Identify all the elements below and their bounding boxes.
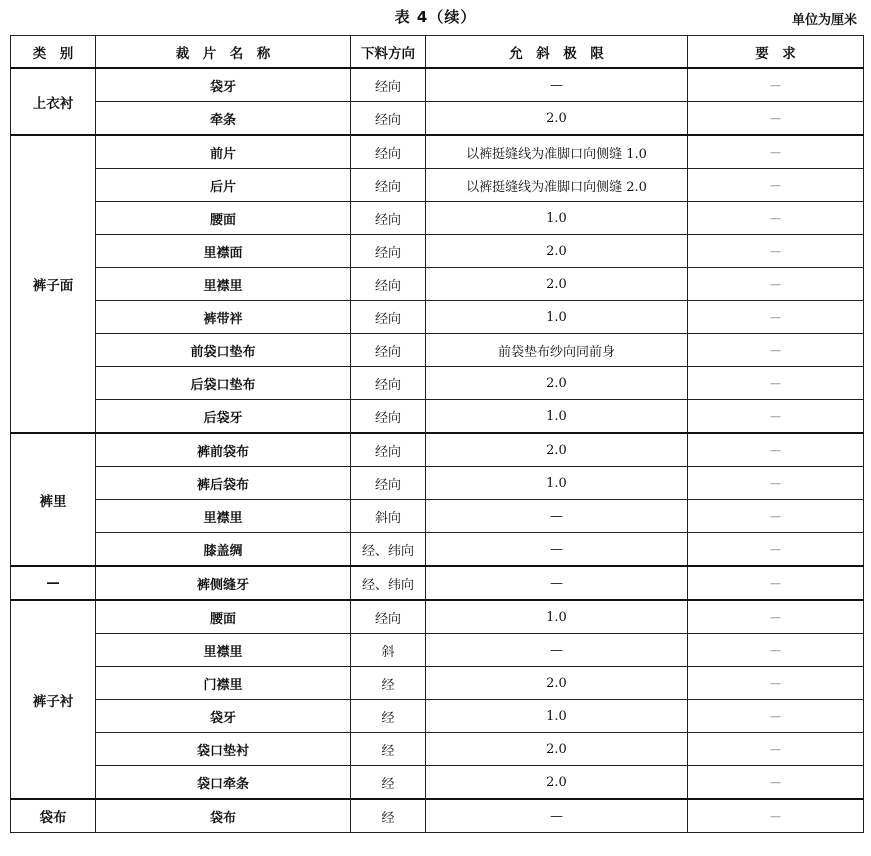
requirement-cell: — [688,600,864,634]
piece-name-cell: 后片 [96,169,351,202]
direction-cell: 经向 [351,268,426,301]
table-row [11,400,864,434]
requirement-cell: — [688,268,864,301]
slant-limit-cell: 2.0 [426,102,688,136]
requirement-cell: — [688,334,864,367]
requirement-cell: — [688,102,864,136]
piece-name-cell: 里襟里 [96,500,351,533]
table-row [11,667,864,700]
piece-name-cell: 腰面 [96,202,351,235]
table-row [11,102,864,136]
slant-limit-cell: 1.0 [426,467,688,500]
table-body [11,68,864,833]
direction-cell: 斜 [351,634,426,667]
requirement-cell: — [688,400,864,434]
requirement-cell: — [688,433,864,467]
table-row [11,600,864,634]
table-row [11,68,864,102]
requirement-cell: — [688,169,864,202]
slant-limit-cell: 2.0 [426,433,688,467]
spec-table [10,35,864,833]
slant-limit-cell: 2.0 [426,367,688,400]
piece-name-cell: 后袋牙 [96,400,351,434]
requirement-cell: — [688,235,864,268]
piece-name-cell: 前袋口垫布 [96,334,351,367]
direction-cell: 经向 [351,433,426,467]
table-row [11,367,864,400]
slant-limit-cell: 2.0 [426,733,688,766]
piece-name-cell: 袋口垫衬 [96,733,351,766]
requirement-cell: — [688,500,864,533]
header-row [11,36,864,69]
table-row [11,766,864,800]
direction-cell: 经向 [351,334,426,367]
slant-limit-cell: 2.0 [426,235,688,268]
table-row [11,566,864,600]
piece-name-cell: 膝盖绸 [96,533,351,567]
slant-limit-cell: — [426,68,688,102]
column-header-slant-limit: 允 斜 极 限 [426,36,688,69]
unit-label: 单位为厘米 [791,13,857,28]
piece-name-cell: 裤带袢 [96,301,351,334]
table-row [11,700,864,733]
piece-name-cell: 袋牙 [96,700,351,733]
piece-name-cell: 前片 [96,135,351,169]
requirement-cell: — [688,733,864,766]
slant-limit-cell: — [426,799,688,833]
direction-cell: 经向 [351,367,426,400]
slant-limit-cell: 1.0 [426,600,688,634]
slant-limit-cell: — [426,500,688,533]
category-cell: — [11,566,96,600]
category-cell: 裤子衬 [11,600,96,799]
requirement-cell: — [688,634,864,667]
table-row [11,634,864,667]
slant-limit-cell: — [426,634,688,667]
table-row [11,301,864,334]
direction-cell: 经向 [351,235,426,268]
category-cell: 裤子面 [11,135,96,433]
category-cell: 上衣衬 [11,68,96,135]
requirement-cell: — [688,799,864,833]
category-cell: 袋布 [11,799,96,833]
slant-limit-cell: — [426,566,688,600]
direction-cell: 经、纬向 [351,566,426,600]
slant-limit-cell: 1.0 [426,400,688,434]
piece-name-cell: 袋布 [96,799,351,833]
piece-name-cell: 牵条 [96,102,351,136]
direction-cell: 经 [351,667,426,700]
slant-limit-cell: 1.0 [426,202,688,235]
piece-name-cell: 腰面 [96,600,351,634]
table-row [11,235,864,268]
requirement-cell: — [688,700,864,733]
requirement-cell: — [688,467,864,500]
piece-name-cell: 袋牙 [96,68,351,102]
table-row [11,799,864,833]
column-header-category: 类 别 [11,36,96,69]
table-row [11,500,864,533]
table-row [11,334,864,367]
slant-limit-cell: 2.0 [426,268,688,301]
slant-limit-cell: 以裤挺缝线为准脚口向侧缝 1.0 [426,135,688,169]
piece-name-cell: 里襟里 [96,268,351,301]
requirement-cell: — [688,766,864,800]
direction-cell: 经向 [351,400,426,434]
table-title: 表 4（续） [394,8,477,26]
requirement-cell: — [688,301,864,334]
slant-limit-cell: 前袋垫布纱向同前身 [426,334,688,367]
requirement-cell: — [688,667,864,700]
direction-cell: 经向 [351,600,426,634]
direction-cell: 经 [351,700,426,733]
direction-cell: 经 [351,766,426,800]
piece-name-cell: 袋口牵条 [96,766,351,800]
direction-cell: 经向 [351,467,426,500]
requirement-cell: — [688,135,864,169]
category-cell: 裤里 [11,433,96,566]
piece-name-cell: 裤后袋布 [96,467,351,500]
slant-limit-cell: 2.0 [426,766,688,800]
table-row [11,433,864,467]
piece-name-cell: 后袋口垫布 [96,367,351,400]
table-row [11,733,864,766]
piece-name-cell: 门襟里 [96,667,351,700]
direction-cell: 经向 [351,135,426,169]
requirement-cell: — [688,367,864,400]
table-row [11,135,864,169]
direction-cell: 经、纬向 [351,533,426,567]
requirement-cell: — [688,533,864,567]
piece-name-cell: 裤侧缝牙 [96,566,351,600]
table-row [11,169,864,202]
direction-cell: 经向 [351,68,426,102]
direction-cell: 经向 [351,169,426,202]
piece-name-cell: 里襟面 [96,235,351,268]
table-row [11,268,864,301]
requirement-cell: — [688,566,864,600]
column-header-piece-name: 裁 片 名 称 [96,36,351,69]
direction-cell: 经向 [351,102,426,136]
direction-cell: 斜向 [351,500,426,533]
requirement-cell: — [688,68,864,102]
table-row [11,202,864,235]
table-row [11,467,864,500]
piece-name-cell: 里襟里 [96,634,351,667]
slant-limit-cell: — [426,533,688,567]
slant-limit-cell: 2.0 [426,667,688,700]
direction-cell: 经向 [351,301,426,334]
direction-cell: 经 [351,733,426,766]
column-header-requirement: 要 求 [688,36,864,69]
direction-cell: 经向 [351,202,426,235]
requirement-cell: — [688,202,864,235]
table-row [11,533,864,567]
slant-limit-cell: 1.0 [426,700,688,733]
slant-limit-cell: 1.0 [426,301,688,334]
piece-name-cell: 裤前袋布 [96,433,351,467]
slant-limit-cell: 以裤挺缝线为准脚口向侧缝 2.0 [426,169,688,202]
column-header-direction: 下料方向 [351,36,426,69]
direction-cell: 经 [351,799,426,833]
